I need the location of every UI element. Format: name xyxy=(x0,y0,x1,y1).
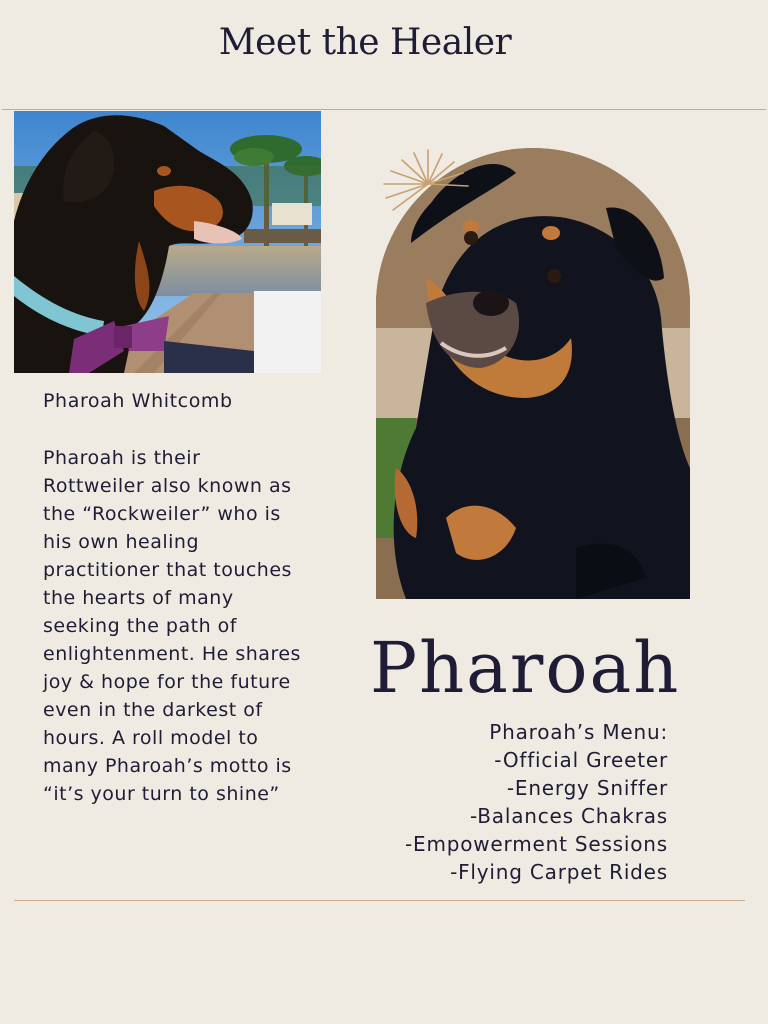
dog-dock-illustration xyxy=(14,111,321,373)
menu-item: -Empowerment Sessions xyxy=(405,832,668,856)
dog-full-name: Pharoah Whitcomb xyxy=(43,390,233,412)
sunburst-icon xyxy=(378,146,478,226)
dog-bio: Pharoah is their Rottweiler also known as the “Rockweiler” who is his own healing practitioner that touches the hearts of many seeking the path of enlightenment. He shares joy & hope for the future even in the darkest of hours. A roll model to many Pharoah’s motto is “it’s your turn to shine” xyxy=(43,447,301,805)
dog-dock-photo xyxy=(14,111,321,373)
bottom-divider xyxy=(14,900,745,901)
services-menu xyxy=(405,718,668,886)
menu-item: -Balances Chakras xyxy=(469,804,668,828)
menu-item: -Flying Carpet Rides xyxy=(450,860,668,884)
menu-item: -Energy Sniffer xyxy=(506,776,668,800)
page-title: Meet the Healer xyxy=(218,22,512,63)
top-divider xyxy=(2,109,766,110)
menu-item: -Official Greeter xyxy=(494,748,668,772)
menu-heading: Pharoah’s Menu: xyxy=(489,720,668,744)
dog-name-heading: Pharoah xyxy=(370,627,681,709)
